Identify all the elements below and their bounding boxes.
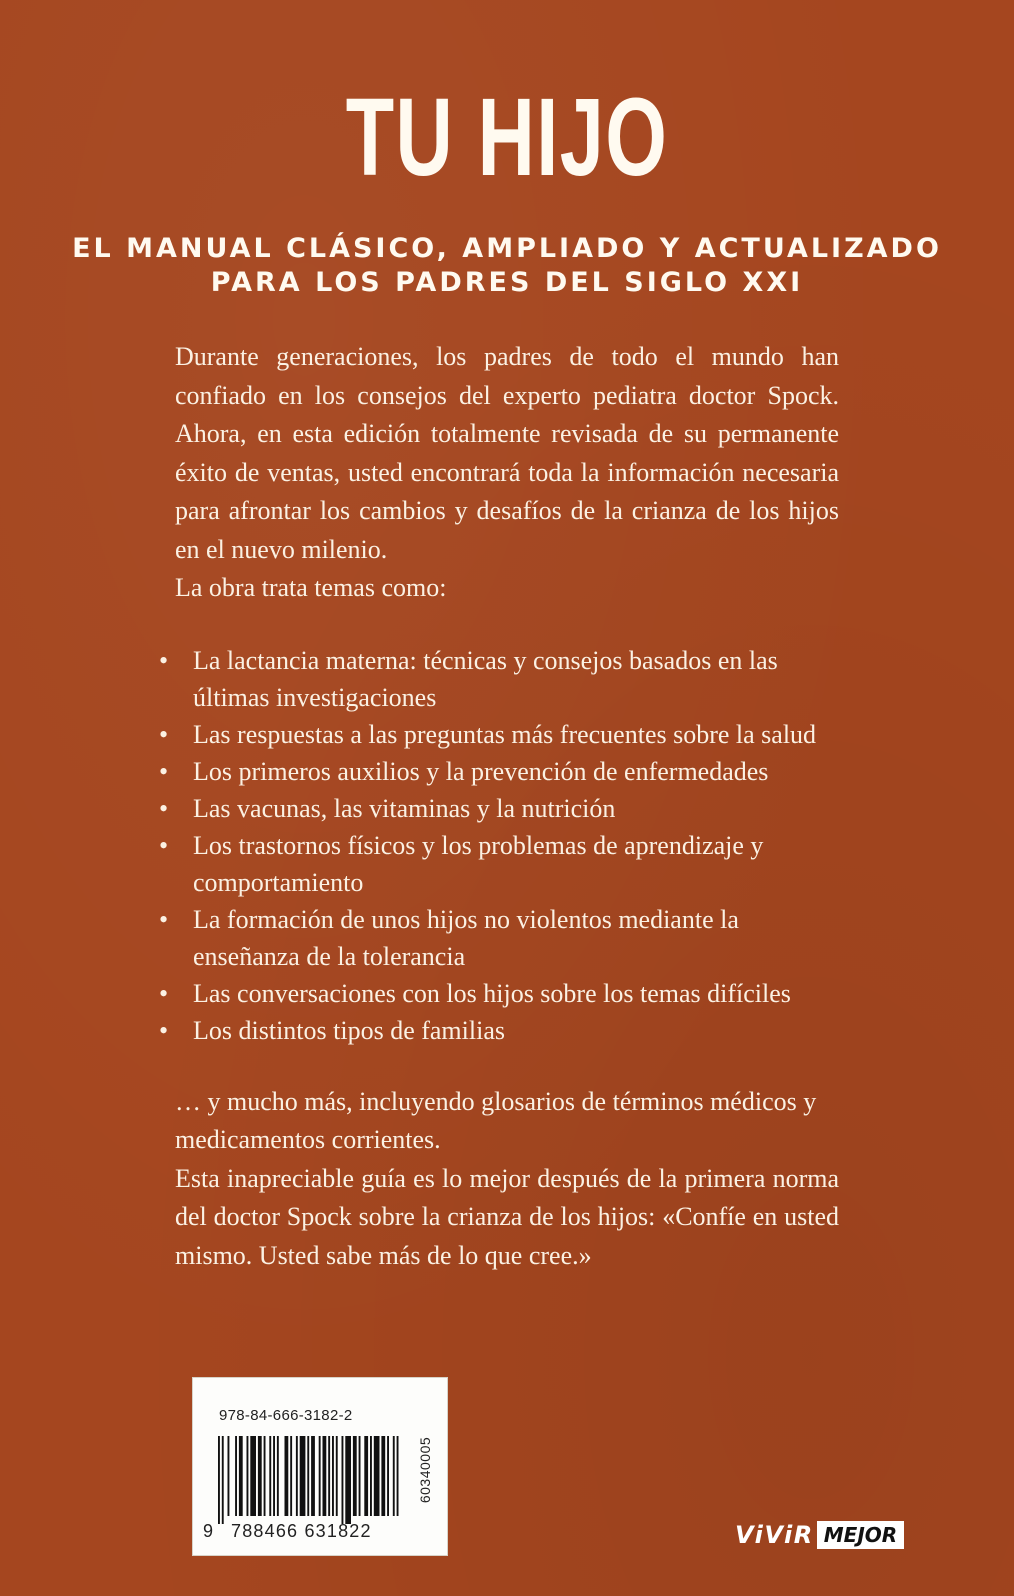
topic-text: Los primeros auxilios y la prevención de enfermedades xyxy=(193,756,769,786)
topic-text: Las respuestas a las preguntas más frecuentes sobre la salud xyxy=(193,719,817,749)
book-subtitle xyxy=(0,232,1014,300)
barcode-bar xyxy=(332,1436,334,1516)
barcode-bar xyxy=(387,1436,389,1516)
barcode-bar xyxy=(218,1436,220,1524)
barcode-bar xyxy=(285,1436,289,1516)
barcode-bar xyxy=(359,1436,361,1516)
list-item xyxy=(159,642,839,716)
book-title: TU HIJO xyxy=(345,76,669,199)
list-item xyxy=(159,753,839,790)
list-item xyxy=(159,716,839,753)
barcode-bar xyxy=(258,1436,262,1516)
barcode-bar xyxy=(328,1436,330,1516)
price-code xyxy=(415,1400,435,1540)
bullet-icon: • xyxy=(159,978,169,1008)
barcode-bar xyxy=(235,1436,237,1516)
bullet-icon: • xyxy=(159,645,169,675)
barcode-bar xyxy=(345,1436,351,1524)
barcode-bar xyxy=(381,1436,385,1516)
barcode-digits: 788466 631822 xyxy=(231,1521,372,1541)
bullet-icon: • xyxy=(159,1015,169,1045)
topic-text: Las vacunas, las vitaminas y la nutrición xyxy=(193,793,616,823)
topic-text: Los distintos tipos de familias xyxy=(193,1015,505,1045)
list-item xyxy=(159,790,839,827)
bullet-icon: • xyxy=(159,904,169,934)
barcode-bar xyxy=(239,1436,243,1516)
bullet-icon: • xyxy=(159,756,169,786)
barcode-bar xyxy=(250,1436,256,1516)
barcode-bar xyxy=(336,1436,338,1516)
publisher-logo xyxy=(735,1520,904,1550)
barcode-bar xyxy=(364,1436,368,1516)
topic-text: La lactancia materna: técnicas y consejos basados en las últimas investigaciones xyxy=(193,645,778,712)
barcode-bar xyxy=(273,1436,275,1516)
barcode-bar xyxy=(269,1436,271,1516)
barcode-bar xyxy=(290,1436,292,1516)
list-item xyxy=(159,975,839,1012)
barcode-bar xyxy=(393,1436,395,1516)
barcode-bars xyxy=(216,1436,402,1524)
barcode-bar xyxy=(397,1436,399,1516)
barcode-bar xyxy=(307,1436,309,1516)
subtitle-line-2: PARA LOS PADRES DEL SIGLO XXI xyxy=(210,267,804,298)
more-paragraph: … y mucho más, incluyendo glosarios de términos médicos y medicamentos corrientes. xyxy=(175,1086,817,1154)
barcode-bar xyxy=(323,1436,327,1516)
logo-part-mejor: MEJOR xyxy=(817,1521,904,1549)
blurb xyxy=(159,338,839,1275)
subtitle-line-1: EL MANUAL CLÁSICO, AMPLIADO Y ACTUALIZADO xyxy=(72,233,942,264)
barcode-bar xyxy=(342,1436,344,1524)
barcode-bar xyxy=(374,1436,380,1516)
topic-text: Los trastornos físicos y los problemas de aprendizaje y comportamiento xyxy=(193,830,764,897)
intro-paragraph: Durante generaciones, los padres de todo el mundo han confiado en los consejos del experto pediatra doctor Spock. Ahora, en esta edición totalmente revisada de su permanente éxito de ventas, usted encontrará toda la información necesaria para afrontar los cambios y desafíos de la crianza de los hijos en el nuevo milenio. xyxy=(175,342,839,564)
barcode-bar xyxy=(277,1436,279,1516)
barcode-first-digit: 9 xyxy=(203,1521,214,1541)
list-item xyxy=(159,901,839,975)
barcode-bar xyxy=(264,1436,266,1516)
topic-text: La formación de unos hijos no violentos mediante la enseñanza de la tolerancia xyxy=(193,904,739,971)
price-code-text: 60340005 xyxy=(417,1436,433,1504)
barcode-bar xyxy=(319,1436,321,1516)
barcode-bar xyxy=(370,1436,372,1516)
barcode-label xyxy=(192,1377,448,1556)
isbn-number: 978-84-666-3182-2 xyxy=(219,1407,353,1424)
bullet-icon: • xyxy=(159,719,169,749)
bullet-icon: • xyxy=(159,830,169,860)
logo-part-vivir: ViViR xyxy=(735,1521,814,1549)
bullet-icon: • xyxy=(159,793,169,823)
barcode-bar xyxy=(228,1436,230,1516)
barcode-bar xyxy=(300,1436,306,1516)
list-item xyxy=(159,1012,839,1049)
barcode-bar xyxy=(353,1436,357,1516)
barcode-bar xyxy=(311,1436,315,1516)
barcode-bar xyxy=(222,1436,224,1524)
list-item xyxy=(159,827,839,901)
closing-paragraph: Esta inapreciable guía es lo mejor después de la primera norma del doctor Spock sobre la crianza de los hijos: «Confíe en usted mismo. Usted sabe más de lo que cree.» xyxy=(175,1163,839,1270)
topics-list xyxy=(159,642,839,1049)
topic-text: Las conversaciones con los hijos sobre los temas difíciles xyxy=(193,978,791,1008)
barcode-bar xyxy=(296,1436,298,1516)
barcode-bar xyxy=(247,1436,249,1516)
topics-lead: La obra trata temas como: xyxy=(175,573,447,602)
